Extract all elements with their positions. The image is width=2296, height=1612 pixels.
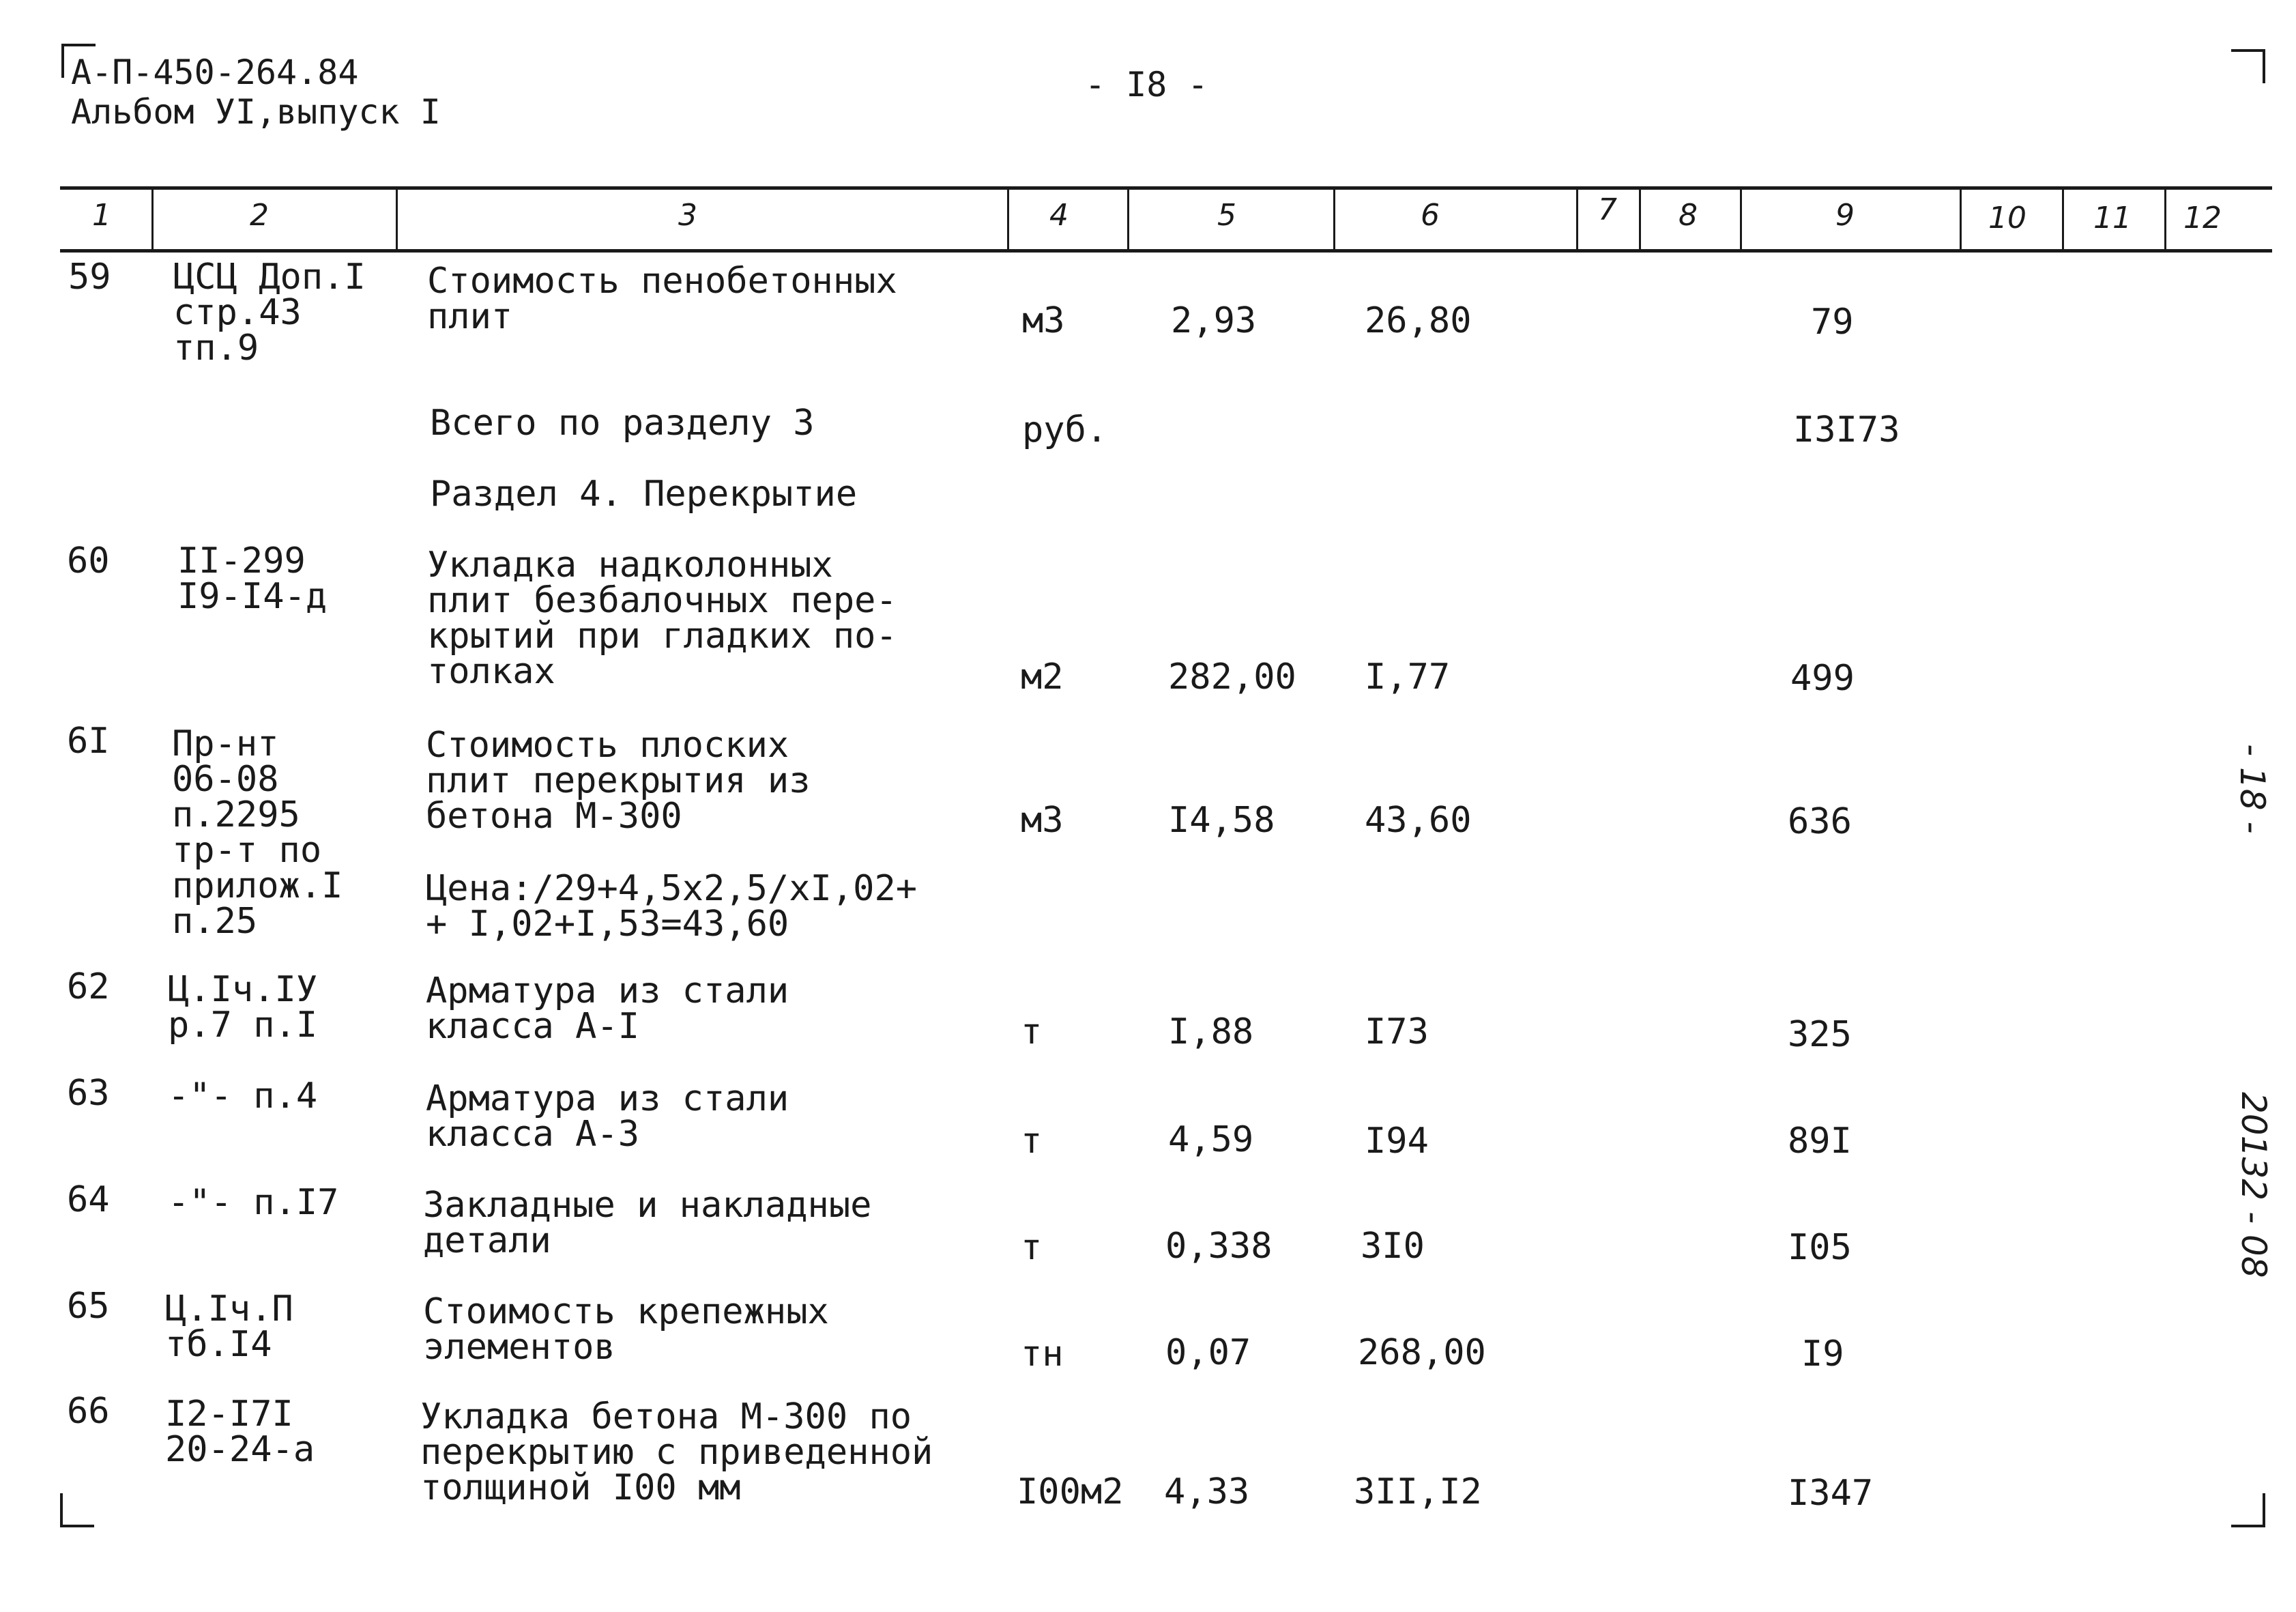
reference-line: Пр-нт: [172, 723, 279, 764]
description-line: Закладные и накладные: [423, 1185, 872, 1226]
quantity: I4,58: [1168, 800, 1275, 841]
reference-line: стр.43: [173, 292, 302, 333]
reference-line: прилож.I: [172, 865, 343, 906]
row-number: 60: [67, 541, 110, 581]
header-bottom-rule: [60, 249, 2272, 253]
total: 89I: [1788, 1121, 1852, 1162]
unit-price: I73: [1365, 1011, 1429, 1052]
price-formula-line: Цена:/29+4,5х2,5/хI,02+: [426, 868, 918, 909]
unit-price: 3I0: [1361, 1226, 1425, 1267]
column-number: 3: [678, 198, 697, 233]
unit-price: I,77: [1365, 657, 1451, 697]
reference-line: 20-24-а: [165, 1429, 315, 1470]
quantity: 282,00: [1168, 657, 1296, 697]
column-number: 4: [1049, 198, 1069, 233]
quantity: 4,33: [1164, 1471, 1250, 1512]
unit: т: [1021, 1011, 1043, 1052]
description-line: Стоимость плоских: [426, 725, 789, 766]
reference-line: Ц.Iч.П: [165, 1289, 293, 1329]
reference-line: тп.9: [173, 328, 259, 369]
unit-price: 43,60: [1365, 800, 1472, 841]
album-title: Альбом УI,выпуск I: [71, 92, 441, 132]
reference-line: I2-I7I: [165, 1394, 293, 1435]
reference-line: п.2295: [172, 794, 300, 835]
unit: м3: [1022, 300, 1065, 341]
margin-page-mark: - 18 -: [2233, 744, 2272, 834]
reference-line: -"- п.4: [168, 1076, 318, 1117]
column-number: 6: [1421, 198, 1440, 233]
row-number: 64: [67, 1179, 110, 1220]
total: 499: [1790, 658, 1855, 699]
column-number: 5: [1217, 198, 1236, 233]
description-line: элементов: [423, 1327, 615, 1368]
description-line: класса А-I: [426, 1006, 640, 1047]
quantity: 0,338: [1165, 1226, 1273, 1267]
description-line: Арматура из стали: [426, 1078, 789, 1119]
description-line: перекрытию с приведенной: [420, 1432, 933, 1473]
row-number: 6I: [67, 721, 110, 762]
reference-line: II-299: [177, 541, 306, 581]
description-line: плит перекрытия из: [426, 760, 811, 801]
unit-price: 268,00: [1358, 1332, 1486, 1373]
price-formula-line: + I,02+I,53=43,60: [426, 904, 789, 945]
unit-price: 26,80: [1365, 300, 1472, 341]
quantity: I,88: [1168, 1011, 1254, 1052]
corner-mark-bottom-right: [2231, 1493, 2265, 1527]
row-number: 65: [67, 1286, 110, 1327]
column-number: 9: [1835, 198, 1855, 233]
corner-mark-top-left: [61, 44, 96, 78]
column-number: 11: [2093, 201, 2132, 235]
column-number: 8: [1679, 198, 1698, 233]
reference-line: тр-т по: [172, 830, 322, 871]
total: 325: [1788, 1014, 1852, 1055]
quantity: 2,93: [1171, 300, 1257, 341]
page-number: - I8 -: [1085, 65, 1208, 104]
reference-line: 06-08: [172, 759, 279, 800]
unit: м3: [1021, 800, 1064, 841]
description-line: Стоимость пенобетонных: [427, 261, 897, 302]
reference-line: I9-I4-д: [177, 576, 328, 617]
total: I9: [1801, 1334, 1844, 1374]
total: I347: [1788, 1473, 1874, 1514]
total: 79: [1811, 302, 1854, 343]
unit: руб.: [1022, 409, 1108, 450]
unit: I00м2: [1017, 1471, 1124, 1512]
header-top-rule: [60, 186, 2272, 190]
description-line: Стоимость крепежных: [423, 1291, 829, 1332]
unit-price: I94: [1365, 1121, 1429, 1162]
description-line: плит безбалочных пере-: [427, 580, 897, 621]
description-line: Укладка бетона М-300 по: [420, 1396, 912, 1437]
section-heading: Раздел 4. Перекрытие: [430, 474, 858, 515]
total: 636: [1788, 801, 1852, 842]
description-line: класса А-3: [426, 1114, 640, 1155]
description-line: плит: [427, 296, 513, 337]
description-line: крытий при гладких по-: [427, 616, 897, 657]
document-code: А-П-450-264.84: [71, 53, 359, 92]
description-line: бетона М-300: [426, 796, 682, 837]
column-number: 1: [92, 198, 111, 233]
row-number: 62: [67, 966, 110, 1007]
reference-line: Ц.Iч.IУ: [168, 969, 318, 1010]
margin-document-number: 20132 - 08: [2234, 1092, 2273, 1278]
description-line: толках: [427, 651, 555, 692]
description-line: детали: [423, 1220, 551, 1261]
description-line: Укладка надколонных: [427, 545, 833, 586]
row-number: 63: [67, 1073, 110, 1114]
unit: т: [1021, 1227, 1043, 1268]
quantity: 4,59: [1168, 1119, 1254, 1160]
description-line: толщиной I00 мм: [420, 1467, 741, 1508]
total: I05: [1788, 1227, 1852, 1268]
corner-mark-bottom-left: [60, 1493, 94, 1527]
section-total-value: I3I73: [1793, 409, 1900, 450]
unit-price: 3II,I2: [1354, 1471, 1482, 1512]
quantity: 0,07: [1165, 1332, 1251, 1373]
row-number: 59: [68, 257, 111, 298]
row-number: 66: [67, 1391, 110, 1432]
reference-line: р.7 п.I: [168, 1005, 318, 1046]
unit: тн: [1021, 1334, 1064, 1374]
column-number: 12: [2183, 201, 2222, 235]
unit: т: [1021, 1121, 1043, 1162]
column-number: 2: [250, 198, 269, 233]
description-line: Арматура из стали: [426, 970, 789, 1011]
reference-line: ЦСЦ Доп.I: [173, 257, 366, 298]
column-number: 7: [1598, 192, 1617, 227]
reference-line: п.25: [172, 901, 258, 942]
corner-mark-top-right: [2231, 49, 2265, 83]
unit: м2: [1021, 657, 1064, 697]
reference-line: -"- п.I7: [168, 1182, 339, 1223]
column-number: 10: [1988, 201, 2026, 235]
reference-line: тб.I4: [165, 1324, 272, 1365]
section-total-label: Всего по разделу 3: [430, 403, 815, 444]
